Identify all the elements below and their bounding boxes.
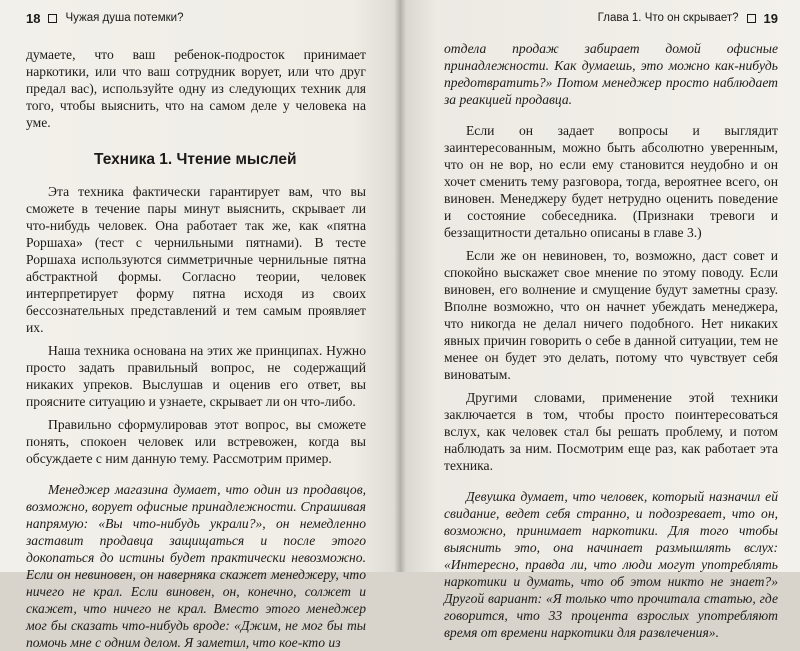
example-continuation: отдела продаж забирает домой офисные принадлежности. Как думаешь, это можно как-нибудь предотвратить?» Потом менеджер просто наблюдает за реакцией продавца. bbox=[444, 41, 778, 107]
left-page-header bbox=[26, 10, 366, 26]
body-paragraph: Другими словами, применение этой техники заключается в том, чтобы просто поинтересоваться вслух, как человек стал бы решать проблему, и потом наблюдать за ним. Посмотрим еще раз, как работает эта техника. bbox=[444, 390, 778, 473]
example-paragraph: Менеджер магазина думает, что один из продавцов, возможно, ворует офисные принадлежности. Спрашивая напрямую: «Вы что-нибудь украли?», он немедленно заставит продавца защищаться и после этого докопаться до истины будет практически невозможно. Если он невиновен, он наверняка скажет менеджеру, что ничего не крал. Если виновен, он, конечно, солжет и скажет, что ничего не крал. Вместо этого менеджер мог бы сказать что-нибудь вроде: «Джим, не мог бы ты помочь мне с одним делом. Я заметил, что кое-кто из bbox=[26, 482, 366, 650]
example-paragraph: Девушка думает, что человек, который назначил ей свидание, ведет себя странно, и подозревает, что он, возможно, принимает наркотики. Для того чтобы выяснить это, она начинает размышлять вслух: «Интересно, правда ли, что люди могут употреблять наркотики и думать, что об этом никто не знает?» Другой вариант: «Я только что прочитала статью, где говорится, что 33 процента взрослых употребляют время от времени наркотики для развлечения». bbox=[444, 489, 778, 640]
right-page-header bbox=[444, 10, 778, 26]
body-paragraph: Если он задает вопросы и выглядит заинтересованным, можно быть абсолютно уверенным, что он не вор, но если ему становится неудобно и он хочет сменить тему разговора, тогда, вероятнее всего, он виновен. Менеджеру будет нетрудно оценить поведение и состояние собеседника. (Признаки тревоги и беззащитности детально описаны в главе 3.) bbox=[444, 123, 778, 240]
intro-paragraph: думаете, что ваш ребенок-подросток принимает наркотики, или что ваш сотрудник ворует, или что друг предал вас), используйте одну из следующих техник для того, чтобы выяснить, что на самом деле у человека на уме. bbox=[26, 47, 366, 130]
square-icon bbox=[48, 14, 57, 23]
page-number: 19 bbox=[763, 10, 778, 26]
running-title: Глава 1. Что он скрывает? bbox=[597, 12, 739, 24]
square-icon bbox=[747, 14, 756, 23]
book-gutter bbox=[394, 0, 406, 572]
section-heading: Техника 1. Чтение мыслей bbox=[94, 151, 297, 168]
body-paragraph: Эта техника фактически гарантирует вам, что вы сможете в течение пары минут выяснить, скрывает ли что-нибудь человек. Она работает так же, как «пятна Роршаха» (тест с чернильными пятнами). В тесте Роршаха используются симметричные чернильные пятна абстрактной формы. Согласно теории, человек интерпретирует форму пятна исходя из своих бессознательных представлений и тем самым проявляет их. bbox=[26, 184, 366, 335]
page-number: 18 bbox=[26, 10, 41, 26]
body-paragraph: Наша техника основана на этих же принципах. Нужно просто задать правильный вопрос, не содержащий никаких упреков. Выслушав и оценив его ответ, вы проясните ситуацию и узнаете, скрывает ли он что-либо. bbox=[26, 343, 366, 409]
body-paragraph: Если же он невиновен, то, возможно, даст совет и спокойно выскажет свое мнение по этому поводу. Если виновен, его волнение и смущение будут заметны сразу. Вполне возможно, что он начнет убеждать менеджера, что никогда не делал ничего подобного. Нет никаких явных причин говорить о себе в данной ситуации, тем не менее он будет это делать, потому что чувствует себя виноватым. bbox=[444, 248, 778, 382]
body-paragraph: Правильно сформулировав этот вопрос, вы сможете понять, спокоен человек или встревожен, когда вы обсуждаете с ним данную тему. Рассмотрим пример. bbox=[26, 417, 366, 466]
right-page bbox=[400, 0, 800, 640]
running-title: Чужая душа потемки? bbox=[65, 12, 184, 24]
left-page bbox=[0, 0, 400, 650]
